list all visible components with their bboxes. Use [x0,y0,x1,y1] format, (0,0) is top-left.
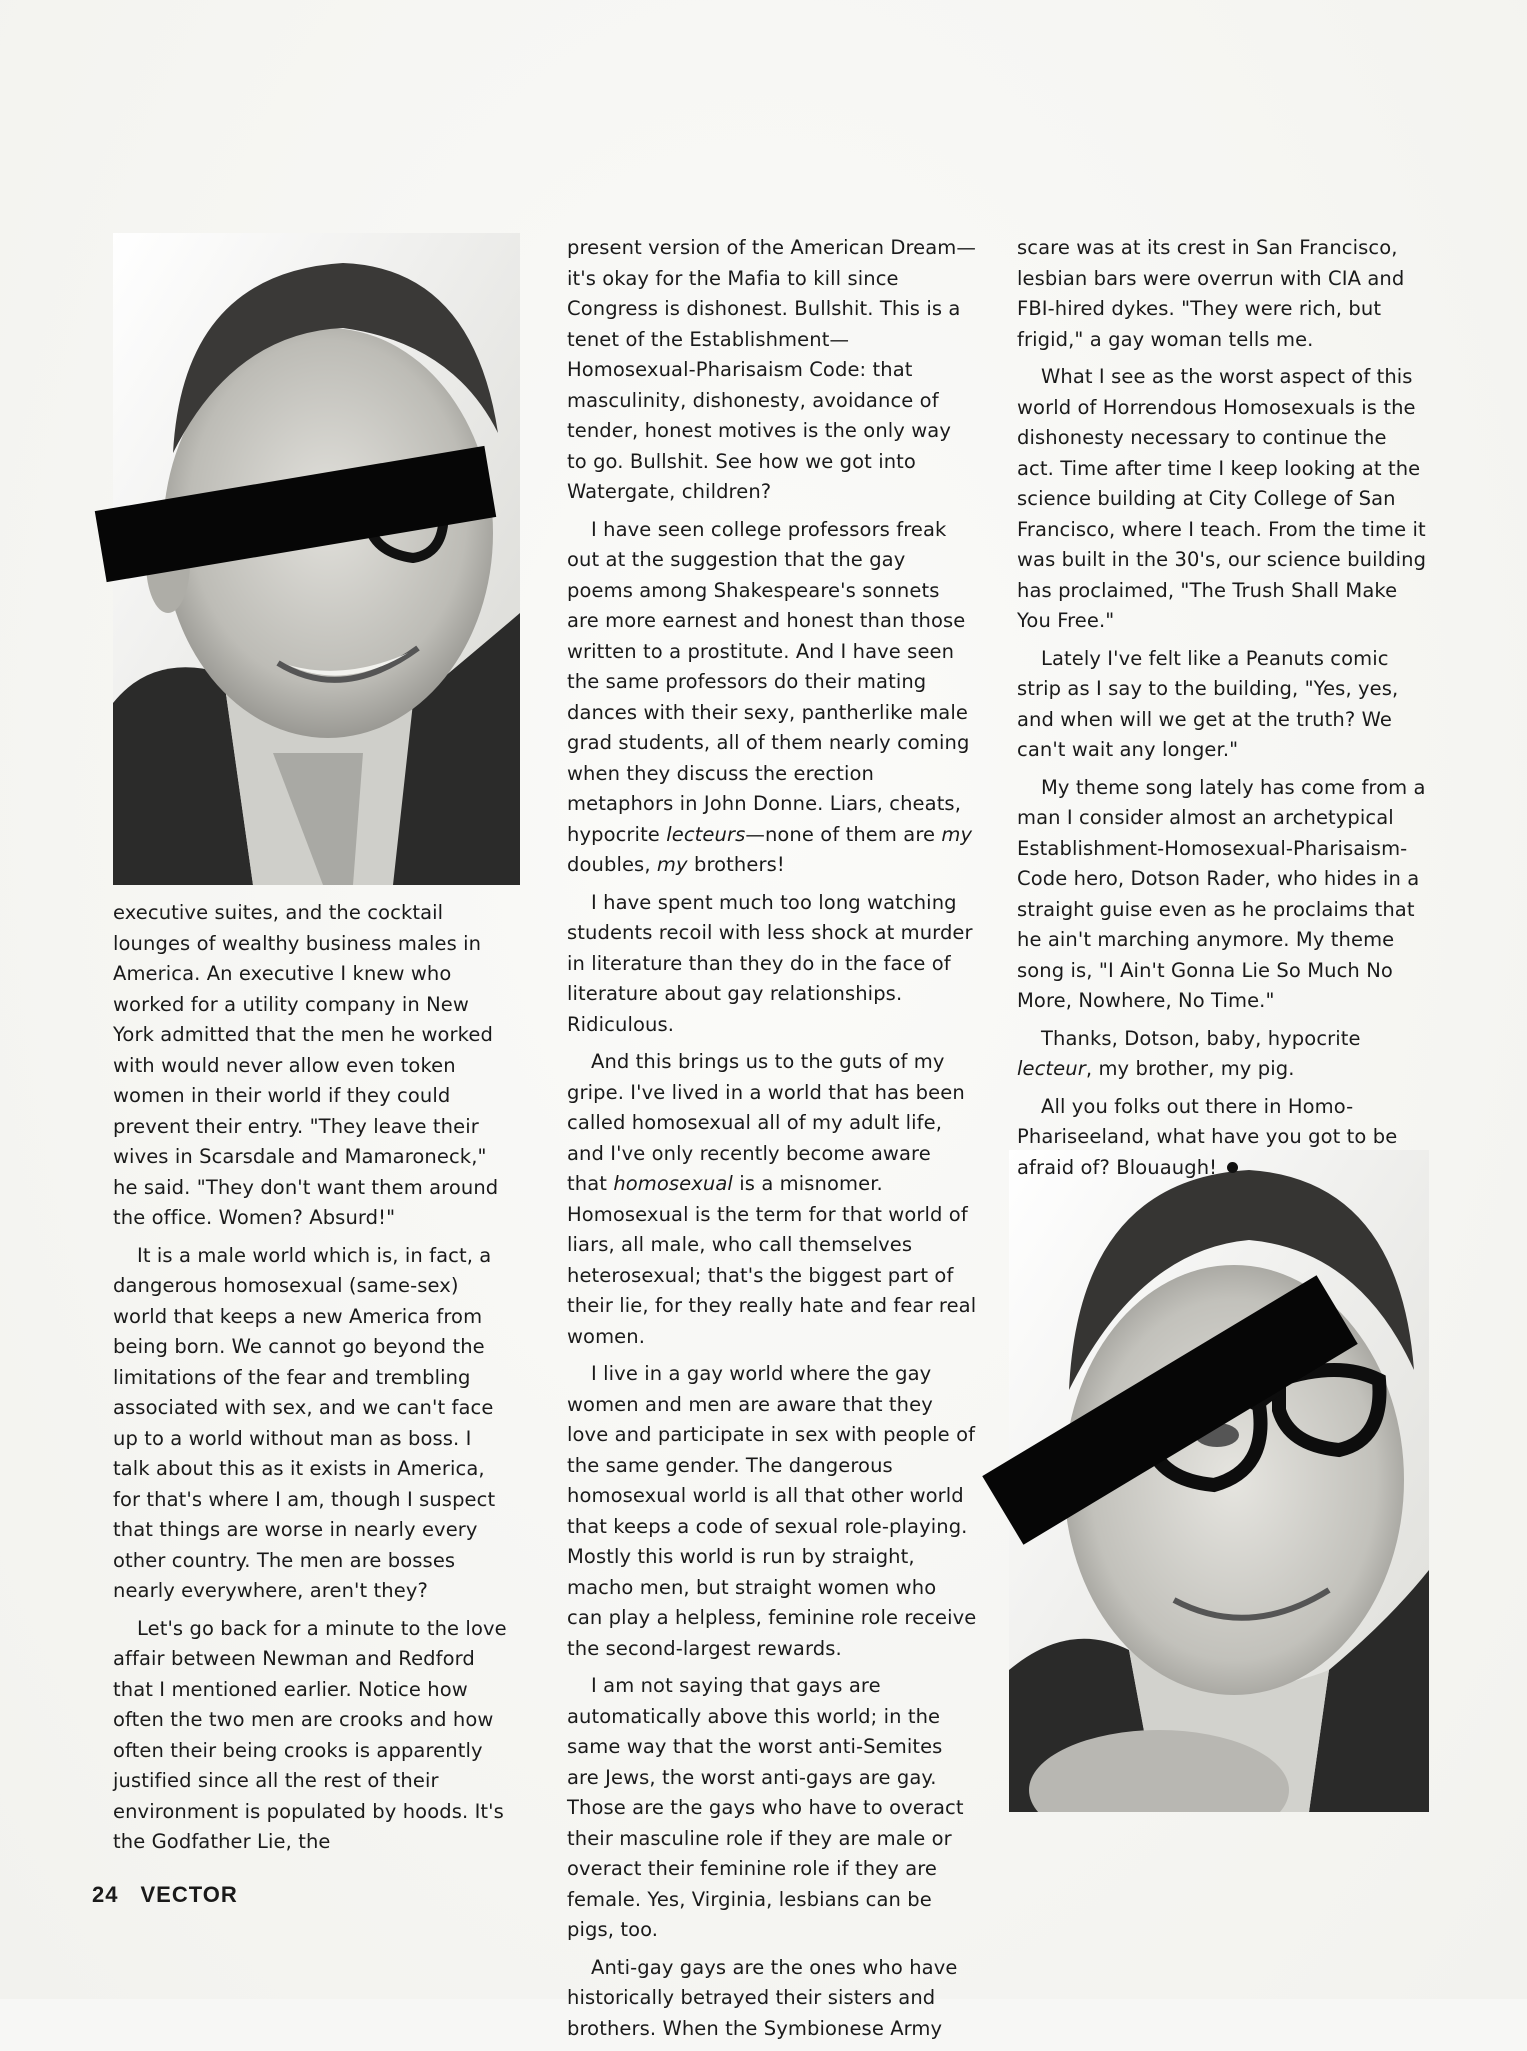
middle-paragraph-4: And this brings us to the guts of my gripe. I've lived in a world that has been called homosexual all of my adult life, and I've only recently become aware that homosexual is a misnomer. Homosexual is the term for that world of liars, all male, who call themselves heterosexual; that's the biggest part of their lie, for they really hate and fear real women. [567,1050,977,1348]
right-paragraph-5: Thanks, Dotson, baby, hypocrite lecteur, my brother, my pig. [1017,1026,1361,1080]
end-mark-icon [1227,1162,1238,1173]
left-paragraph-3: Let's go back for a minute to the love affair between Newman and Redford that I mentioned earlier. Notice how often the two men are crooks and how often their being crooks is apparently justified since all the rest of their environment is populated by hoods. It's the Godfather Lie, the [113,1616,507,1853]
right-paragraph-3: Lately I've felt like a Peanuts comic strip as I say to the building, "Yes, yes, and when will we get at the truth? We can't wait any longer." [1017,646,1399,761]
page-number: 24 [92,1882,119,1907]
middle-text-column [567,233,977,2051]
right-paragraph-4: My theme song lately has come from a man I consider almost an archetypical Establishment-Homosexual-Pharisaism-Code hero, Dotson Rader, who hides in a straight guise even as he proclaims that he ain't marching anymore. My theme song is, "I Ain't Gonna Lie So Much No More, Nowhere, No Time." [1017,775,1426,1012]
left-paragraph-1: executive suites, and the cocktail lounges of wealthy business males in America. An executive I knew who worked for a utility company in New York admitted that the men he worked with would never allow even token women in their world if they could prevent their entry. "They leave their wives in Scarsdale and Mamaroneck," he said. "They don't want them around the office. Women? Absurd!" [113,901,499,1229]
middle-paragraph-6: I am not saying that gays are automatically above this world; in the same way that the worst anti-Semites are Jews, the worst anti-gays are gay. Those are the gays who have to overact their masculine role if they are male or overact their feminine role if they are female. Yes, Virginia, lesbians can be pigs, too. [567,1674,964,1941]
right-paragraph-2: What I see as the worst aspect of this world of Horrendous Homosexuals is the dishonesty necessary to continue the act. Time after time I keep looking at the science building at City College of San Francisco, where I teach. From the time it was built in the 30's, our science building has proclaimed, "The Trush Shall Make You Free." [1017,365,1427,632]
right-paragraph-1: scare was at its crest in San Francisco, lesbian bars were overrun with CIA and FBI-hired dykes. "They were rich, but frigid," a gay woman tells me. [1017,236,1405,351]
left-text-column [113,898,513,1865]
middle-paragraph-1: present version of the American Dream—it's okay for the Mafia to kill since Congress is dishonest. Bullshit. This is a tenet of the Establishment—Homosexual-Pharisaism Code: that masculinity, dishonesty, avoidance of tender, honest motives is the only way to go. Bullshit. See how we got into Watergate, children? [567,236,976,503]
left-paragraph-2: It is a male world which is, in fact, a dangerous homosexual (same-sex) world that keeps a new America from being born. We cannot go beyond the limitations of the fear and trembling associated with sex, and we can't face up to a world without man as boss. I talk about this as it exists in America, for that's where I am, though I suspect that things are worse in nearly every other country. The men are bosses nearly everywhere, aren't they? [113,1243,496,1602]
middle-paragraph-2: I have seen college professors freak out at the suggestion that the gay poems among Shakespeare's sonnets are more earnest and honest than those written to a prostitute. And I have seen the same professors do their mating dances with their sexy, pantherlike male grad students, all of them nearly coming when they discuss the erection metaphors in John Donne. Liars, cheats, hypocrite lecteurs—none of them are my doubles, my brothers! [567,517,973,876]
page-folio [92,1882,238,1908]
middle-paragraph-5: I live in a gay world where the gay women and men are aware that they love and participate in sex with people of the same gender. The dangerous homosexual world is all that other world that keeps a code of sexual role-playing. Mostly this world is run by straight, macho men, but straight women who can play a helpless, feminine role receive the second-largest rewards. [567,1362,977,1660]
middle-paragraph-3: I have spent much too long watching students recoil with less shock at murder in literature than they do in the face of literature about gay relationships. Ridiculous. [567,890,973,1036]
right-text-column [1017,233,1429,1190]
middle-paragraph-7: Anti-gay gays are the ones who have historically betrayed their sisters and brothers. When the Symbionese Army [567,1955,958,2040]
publication-name: VECTOR [140,1882,238,1907]
right-paragraph-6: All you folks out there in Homo-Phariseeland, what have you got to be afraid of? Blouaugh! [1017,1094,1398,1179]
